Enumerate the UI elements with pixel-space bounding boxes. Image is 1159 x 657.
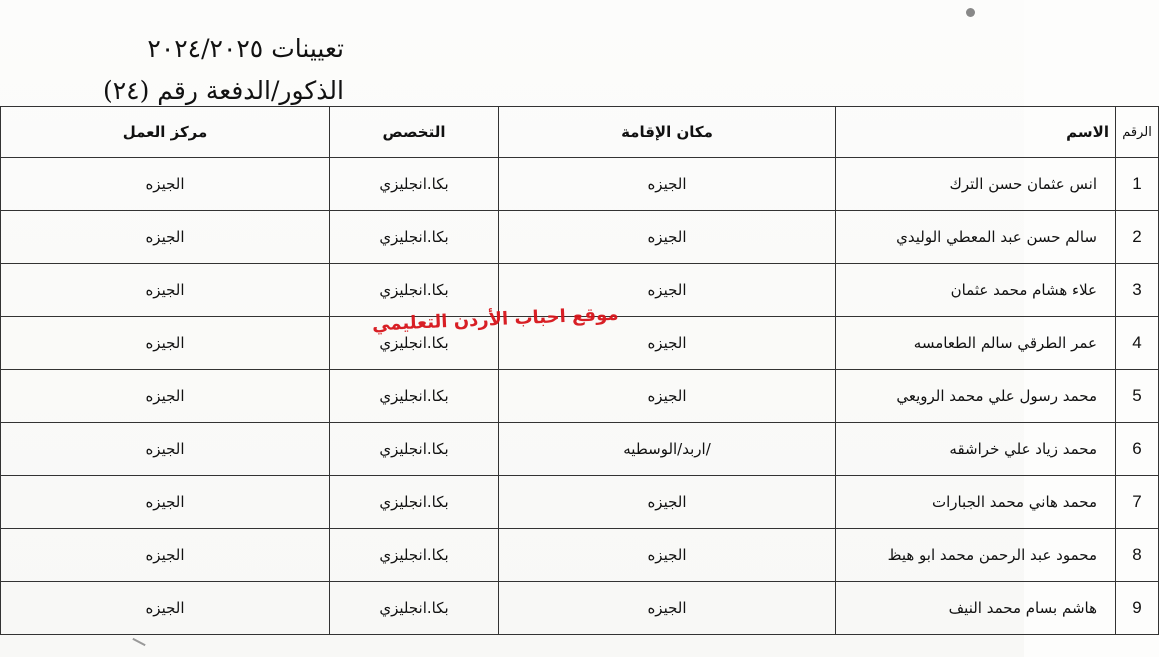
row-name: محمد هاني محمد الجبارات [836,476,1116,529]
watermark-text: موقع احباب الأردن التعليمي [371,303,619,336]
row-specialty: بكا.انجليزي [330,317,499,370]
row-workplace: الجيزه [1,370,330,423]
scan-dot-mark [966,8,975,17]
row-name: محمد زياد علي خراشقه [836,423,1116,476]
row-number: 2 [1116,211,1159,264]
appointments-table [0,106,1159,635]
row-number: 5 [1116,370,1159,423]
row-residence: الجيزه [499,264,836,317]
table-row [1,317,1159,370]
document-subtitle: الذكور/الدفعة رقم (٢٤) [102,76,344,105]
row-name: عمر الطرقي سالم الطعامسه [836,317,1116,370]
row-number: 6 [1116,423,1159,476]
table-row [1,211,1159,264]
row-specialty: بكا.انجليزي [330,423,499,476]
row-name: محمد رسول علي محمد الرويعي [836,370,1116,423]
row-residence: الجيزه [499,582,836,635]
row-residence: الجيزه [499,158,836,211]
table-row [1,582,1159,635]
row-specialty: بكا.انجليزي [330,211,499,264]
row-name: انس عثمان حسن الترك [836,158,1116,211]
row-number: 1 [1116,158,1159,211]
row-number: 3 [1116,264,1159,317]
row-name: سالم حسن عبد المعطي الوليدي [836,211,1116,264]
row-workplace: الجيزه [1,158,330,211]
row-number: 4 [1116,317,1159,370]
row-number: 7 [1116,476,1159,529]
row-residence: الجيزه [499,211,836,264]
row-residence: /اربد/الوسطيه [499,423,836,476]
row-residence: الجيزه [499,529,836,582]
row-number: 9 [1116,582,1159,635]
row-residence: الجيزه [499,317,836,370]
row-number: 8 [1116,529,1159,582]
row-workplace: الجيزه [1,264,330,317]
row-workplace: الجيزه [1,423,330,476]
table-row [1,529,1159,582]
header-name: الاسم [836,107,1116,158]
row-specialty: بكا.انجليزي [330,529,499,582]
scan-stroke-mark [132,638,145,646]
row-workplace: الجيزه [1,529,330,582]
row-workplace: الجيزه [1,317,330,370]
header-residence: مكان الإقامة [499,107,836,158]
header-specialty: التخصص [330,107,499,158]
row-specialty: بكا.انجليزي [330,476,499,529]
row-name: محمود عبد الرحمن محمد ابو هيظ [836,529,1116,582]
row-workplace: الجيزه [1,582,330,635]
row-residence: الجيزه [499,476,836,529]
header-number: الرقم [1116,107,1159,158]
row-specialty: بكا.انجليزي [330,370,499,423]
table-header-row [1,107,1159,158]
row-workplace: الجيزه [1,476,330,529]
row-specialty: بكا.انجليزي [330,582,499,635]
appointments-table-container [0,106,1152,634]
row-specialty: بكا.انجليزي [330,264,499,317]
table-row [1,264,1159,317]
row-name: علاء هشام محمد عثمان [836,264,1116,317]
table-row [1,370,1159,423]
table-row [1,476,1159,529]
row-specialty: بكا.انجليزي [330,158,499,211]
table-row [1,158,1159,211]
document-title: تعيينات ٢٠٢٤/٢٠٢٥ [147,34,344,63]
row-residence: الجيزه [499,370,836,423]
row-name: هاشم بسام محمد النيف [836,582,1116,635]
row-workplace: الجيزه [1,211,330,264]
table-row [1,423,1159,476]
header-workplace: مركز العمل [1,107,330,158]
